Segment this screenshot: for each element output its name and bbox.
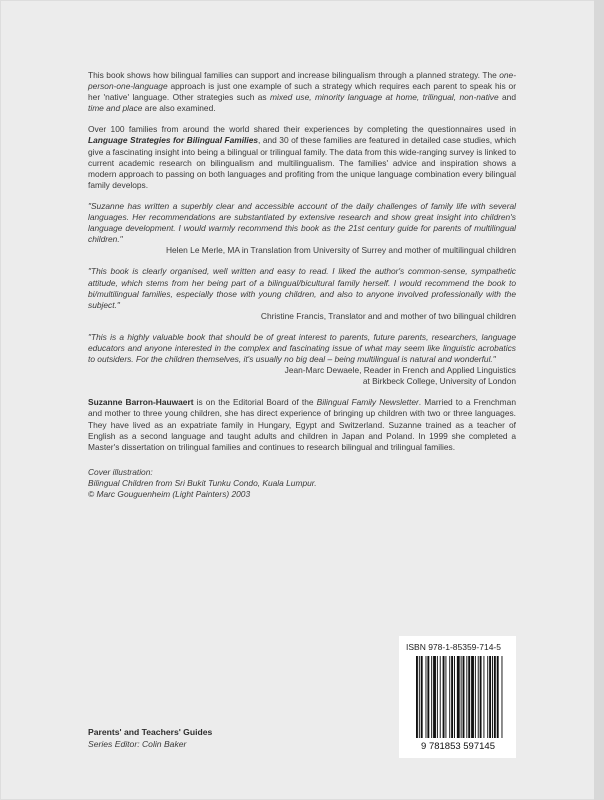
barcode-bar bbox=[475, 656, 476, 738]
barcode-bar bbox=[426, 656, 427, 738]
barcode-bar bbox=[457, 656, 460, 738]
barcode-bar bbox=[461, 656, 462, 738]
barcode-bar bbox=[466, 656, 467, 738]
barcode-bar bbox=[421, 656, 423, 738]
review-quote-3 bbox=[88, 332, 516, 387]
barcode-bar bbox=[433, 656, 436, 738]
barcode-bar bbox=[431, 656, 432, 738]
barcode-bar bbox=[419, 656, 420, 738]
barcode-bar bbox=[497, 656, 499, 738]
author-bio: Suzanne Barron-Hauwaert is on the Editorial Board of the Bilingual Family Newsletter. Married to a Frenchman and mother to three young children, she has direct experience of bringing up children with two or three languages. They have lived as an expatriate family in Hungary, Egypt and Switzerland. Suzanne trained as a teacher of English as a second language and taught adults and children in Japan and Poland. In 1999 she completed a Master's dissertation on trilingual families and continues to research bilingual and trilingual families. bbox=[88, 397, 516, 452]
review-quote-1 bbox=[88, 201, 516, 256]
barcode-digits: 9 781853 597145 bbox=[421, 741, 495, 752]
barcode-bar bbox=[468, 656, 470, 738]
barcode-bar bbox=[502, 656, 503, 738]
intro-paragraph-1: This book shows how bilingual families can support and increase bilingualism through a planned strategy. The one-person-one-language approach is just one example of such a strategy which requires each parent to speak his or her 'native' language. Other strategies such as mixed use, minority language at home, trilingual, non-native and time and place are also examined. bbox=[88, 70, 516, 114]
spine-edge bbox=[594, 0, 604, 800]
barcode-bar bbox=[492, 656, 493, 738]
quote-attribution-line-2: at Birkbeck College, University of London bbox=[362, 376, 516, 387]
barcode-bar bbox=[478, 656, 479, 738]
barcode-bar bbox=[445, 656, 446, 738]
barcode-bar bbox=[454, 656, 455, 738]
quote-text: "This is a highly valuable book that should be of great interest to parents, future parents, researchers, language educators and anyone interested in the complex and fascinating issue of what may seem like linguistic acrobatics to outsiders. For the children themselves, it's usually no big deal – being multilingual is natural and wonderful." bbox=[88, 331, 516, 365]
barcode-bar bbox=[451, 656, 453, 738]
barcode-bar bbox=[480, 656, 482, 738]
back-cover-text bbox=[88, 70, 516, 500]
author-name: Suzanne Barron-Hauwaert bbox=[88, 397, 194, 408]
quote-attribution: Helen Le Merle, MA in Translation from University of Surrey and mother of multilingual children bbox=[165, 245, 516, 256]
isbn-number: ISBN 978-1-85359-714-5 bbox=[406, 642, 501, 652]
barcode-bar bbox=[440, 656, 441, 738]
series-title: Parents' and Teachers' Guides bbox=[88, 727, 213, 737]
barcode-bar bbox=[494, 656, 496, 738]
barcode-bar bbox=[443, 656, 445, 738]
barcode-bar bbox=[489, 656, 491, 738]
barcode-bar bbox=[437, 656, 438, 738]
quote-attribution: Jean-Marc Dewaele, Reader in French and Applied Linguistics bbox=[284, 365, 516, 376]
quote-text: "Suzanne has written a superbly clear and accessible account of the daily challenges of family life with several languages. Her recommendations are substantiated by extensive research and show great insight into children's language development. I would warmly recommend this book as the 21st century guide for parents of multilingual children." bbox=[88, 200, 516, 245]
credit-label: Cover illustration: bbox=[88, 466, 153, 477]
barcode-bar bbox=[416, 656, 418, 738]
barcode-image bbox=[406, 656, 510, 752]
credit-line-2: © Marc Gouguenheim (Light Painters) 2003 bbox=[88, 489, 251, 499]
barcode-bar bbox=[449, 656, 450, 738]
intro-paragraph-2: Over 100 families from around the world shared their experiences by completing the questionnaires used in Language Strategies for Bilingual Families, and 30 of these families are featured in detailed case studies, which give a fascinating insight into being a bilingual or trilingual family. The data from this wide-ranging survey is linked to current academic research on bilingualism and multilingualism. The families' advice and inspiration shows a modern approach to passing on both languages and profiting from the unique language combination every bilingual family develops. bbox=[88, 124, 516, 190]
series-info bbox=[88, 726, 212, 750]
barcode-bar bbox=[487, 656, 488, 738]
quote-attribution: Christine Francis, Translator and and mother of two bilingual children bbox=[260, 310, 516, 321]
quote-text: "This book is clearly organised, well written and easy to read. I liked the author's common-sense, sympathetic attitude, which stems from her being part of a bilingual/bicultural family herself. I would recommend the book to bi/multilingual families, especially those with young children, and also to anyone involved professionally with the subject." bbox=[88, 266, 516, 310]
isbn-barcode-box bbox=[399, 636, 516, 758]
review-quote-2 bbox=[88, 266, 516, 321]
credit-line-1: Bilingual Children from Sri Bukit Tunku Condo, Kuala Lumpur. bbox=[88, 477, 317, 488]
barcode-bar bbox=[483, 656, 484, 738]
barcode-bar bbox=[463, 656, 465, 738]
series-editor: Series Editor: Colin Baker bbox=[88, 739, 187, 749]
cover-illustration-credit bbox=[88, 467, 516, 500]
barcode-bar bbox=[427, 656, 429, 738]
barcode-bar bbox=[471, 656, 474, 738]
